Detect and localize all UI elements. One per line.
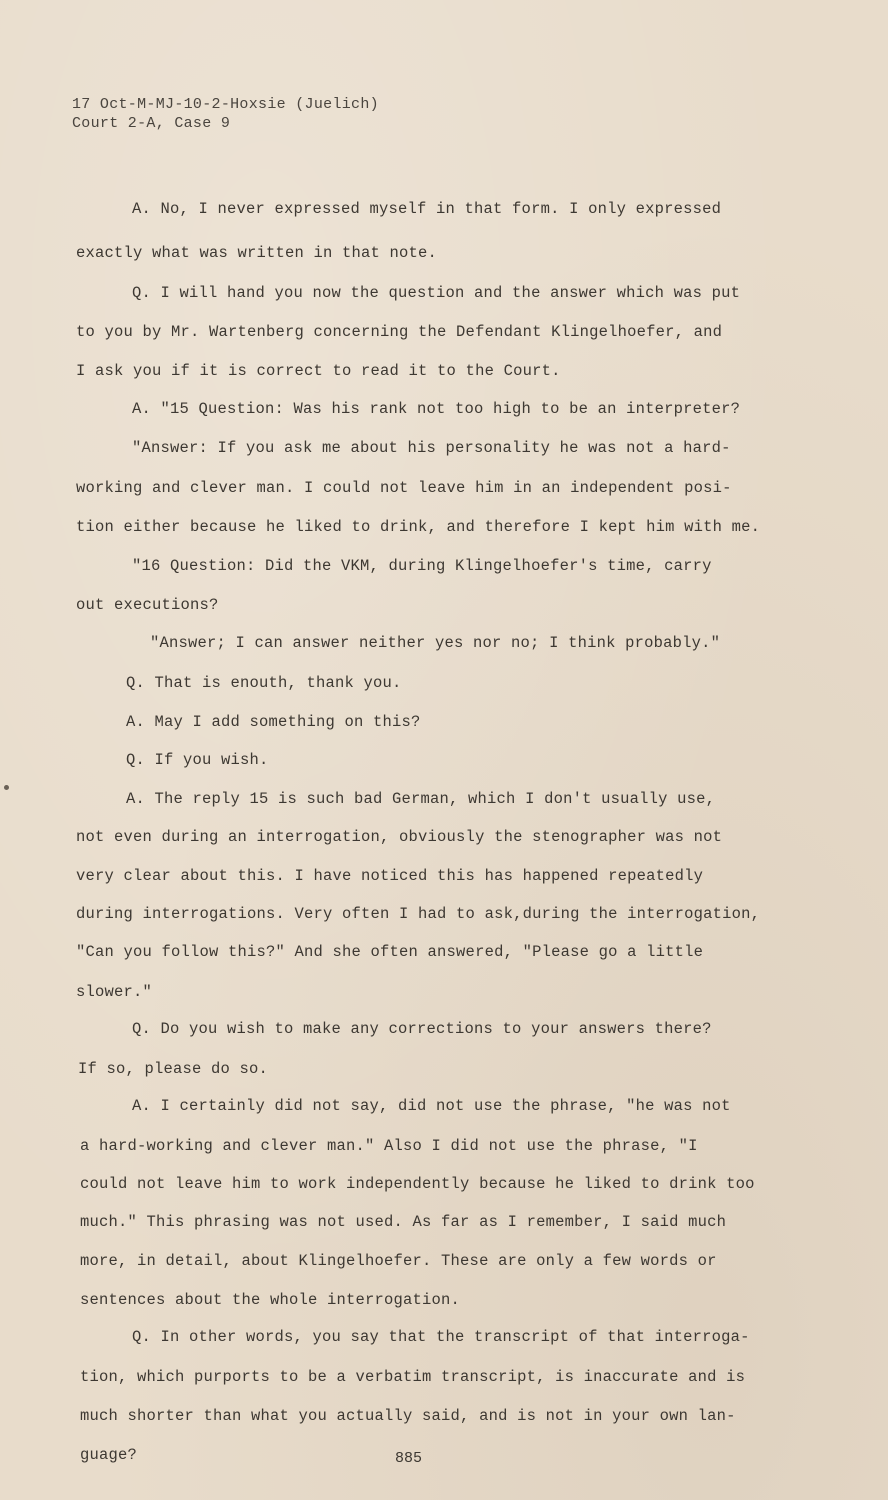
transcript-line: guage?: [80, 1446, 138, 1464]
transcript-line: to you by Mr. Wartenberg concerning the Defendant Klingelhoefer, and: [76, 323, 723, 341]
transcript-line: tion, which purports to be a verbatim transcript, is inaccurate and is: [80, 1368, 746, 1386]
transcript-line: Q. Do you wish to make any corrections to your answers there?: [132, 1020, 712, 1038]
transcript-line: "Answer; I can answer neither yes nor no; I think probably.": [150, 634, 721, 652]
transcript-line: "Can you follow this?" And she often answered, "Please go a little: [76, 943, 704, 961]
transcript-line: sentences about the whole interrogation.: [80, 1291, 461, 1309]
transcript-line: A. "15 Question: Was his rank not too high to be an interpreter?: [132, 400, 741, 418]
page-number: 885: [395, 1450, 423, 1467]
transcript-line: If so, please do so.: [78, 1060, 269, 1078]
transcript-line: tion either because he liked to drink, and therefore I kept him with me.: [76, 518, 761, 536]
transcript-line: Q. In other words, you say that the transcript of that interroga-: [132, 1328, 750, 1346]
transcript-line: "Answer: If you ask me about his personality he was not a hard-: [132, 439, 731, 457]
transcript-line: A. May I add something on this?: [126, 713, 421, 731]
transcript-line: A. No, I never expressed myself in that form. I only expressed: [132, 200, 722, 218]
transcript-line: out executions?: [76, 596, 219, 614]
margin-ink-mark: [4, 785, 9, 790]
transcript-line: Q. That is enouth, thank you.: [126, 674, 402, 692]
transcript-line: A. I certainly did not say, did not use the phrase, "he was not: [132, 1097, 731, 1115]
transcript-line: Q. If you wish.: [126, 751, 269, 769]
transcript-line: slower.": [76, 983, 153, 1001]
transcript-line: a hard-working and clever man." Also I did not use the phrase, "I: [80, 1137, 698, 1155]
transcript-line: I ask you if it is correct to read it to the Court.: [76, 362, 561, 380]
transcript-line: "16 Question: Did the VKM, during Klingelhoefer's time, carry: [132, 557, 712, 575]
document-header: [72, 95, 379, 133]
transcript-line: not even during an interrogation, obviously the stenographer was not: [76, 828, 723, 846]
transcript-line: very clear about this. I have noticed this has happened repeatedly: [76, 867, 704, 885]
header-session-line: 17 Oct-M-MJ-10-2-Hoxsie (Juelich): [72, 96, 379, 113]
transcript-line: exactly what was written in that note.: [76, 244, 438, 262]
transcript-line: A. The reply 15 is such bad German, which I don't usually use,: [126, 790, 716, 808]
transcript-line: more, in detail, about Klingelhoefer. These are only a few words or: [80, 1252, 717, 1270]
transcript-line: during interrogations. Very often I had to ask,during the interrogation,: [76, 905, 761, 923]
header-court-line: Court 2-A, Case 9: [72, 115, 231, 132]
transcript-line: much." This phrasing was not used. As far as I remember, I said much: [80, 1213, 727, 1231]
transcript-line: much shorter than what you actually said, and is not in your own lan-: [80, 1407, 736, 1425]
transcript-line: could not leave him to work independently because he liked to drink too: [80, 1175, 755, 1193]
transcript-line: working and clever man. I could not leave him in an independent posi-: [76, 479, 732, 497]
transcript-line: Q. I will hand you now the question and the answer which was put: [132, 284, 741, 302]
